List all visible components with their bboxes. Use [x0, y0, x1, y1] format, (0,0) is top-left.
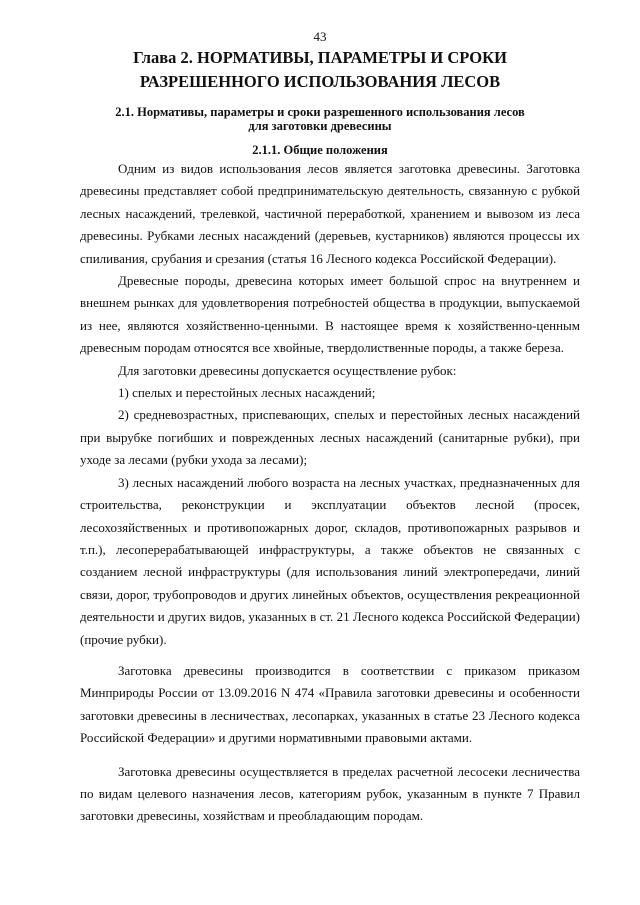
paragraph: Заготовка древесины осуществляется в пределах расчетной лесосеки лесничества по видам целевого назначения лесов, категориям рубок, указанным в пункте 7 Правил заготовки древесины, хозяйствам и преобладающим породам.	[80, 763, 580, 824]
section-title-line-1: 2.1. Нормативы, параметры и сроки разрешенного использования лесов	[115, 105, 525, 119]
chapter-title: Глава 2. НОРМАТИВЫ, ПАРАМЕТРЫ И СРОКИ РАЗРЕШЕННОГО ИСПОЛЬЗОВАНИЯ ЛЕСОВ	[133, 48, 507, 91]
paragraph: Для заготовки древесины допускается осуществление рубок:	[118, 362, 457, 378]
section-title-line-2: для заготовки древесины	[248, 119, 392, 133]
page-number: 43	[313, 29, 327, 44]
subsection-title: 2.1.1. Общие положения	[252, 143, 388, 157]
paragraph: Одним из видов использования лесов является заготовка древесины. Заготовка древесины представляет собой предпринимательскую деятельность, связанную с рубкой лесных насаждений, трелевкой, частичной переработкой, хранением и вывозом из леса древесины. Рубками лесных насаждений (деревьев, кустарников) являются процессы их спиливания, срубания и срезания (статья 16 Лесного кодекса Российской Федерации).	[80, 161, 580, 266]
paragraph: Заготовка древесины производится в соответствии с приказом приказом Минприроды России от 13.09.2016 N 474 «Правила заготовки древесины и особенности заготовки древесины в лесничествах, лесопарках, указанных в статье 23 Лесного кодекса Российской Федерации» и другими нормативными правовыми актами.	[80, 662, 580, 746]
list-item: 1) спелых и перестойных лесных насаждений;	[118, 385, 376, 401]
list-item: 3) лесных насаждений любого возраста на лесных участках, предназначенных для строительства, реконструкции и эксплуатации объектов лесной (просек, лесохозяйственных и противопожарных дорог, складов, противопожарных разрывов и т.п.), лесоперерабатывающей инфраструктуры, а также объектов не связанных с созданием лесной инфраструктуры (для использования линий электропередачи, линий связи, дорог, трубопроводов и других линейных объектов, осуществления рекреационной деятельности и других видов, указанных в ст. 21 Лесного кодекса Российской Федерации) (прочие рубки).	[80, 474, 580, 647]
paragraph: Древесные породы, древесина которых имеет большой спрос на внутреннем и внешнем рынках для удовлетворения потребностей общества в продукции, выпускаемой из нее, являются хозяйственно-ценными. В настоящее время к хозяйственно-ценным древесным породам относятся все хвойные, твердолиственные породы, а также береза.	[80, 273, 580, 356]
list-item: 2) средневозрастных, приспевающих, спелых и перестойных лесных насаждений при вырубке погибших и поврежденных лесных насаждений (санитарные рубки), при уходе за лесами (рубки ухода за лесами);	[80, 407, 580, 468]
body-text	[80, 158, 580, 828]
section-title	[80, 105, 560, 133]
